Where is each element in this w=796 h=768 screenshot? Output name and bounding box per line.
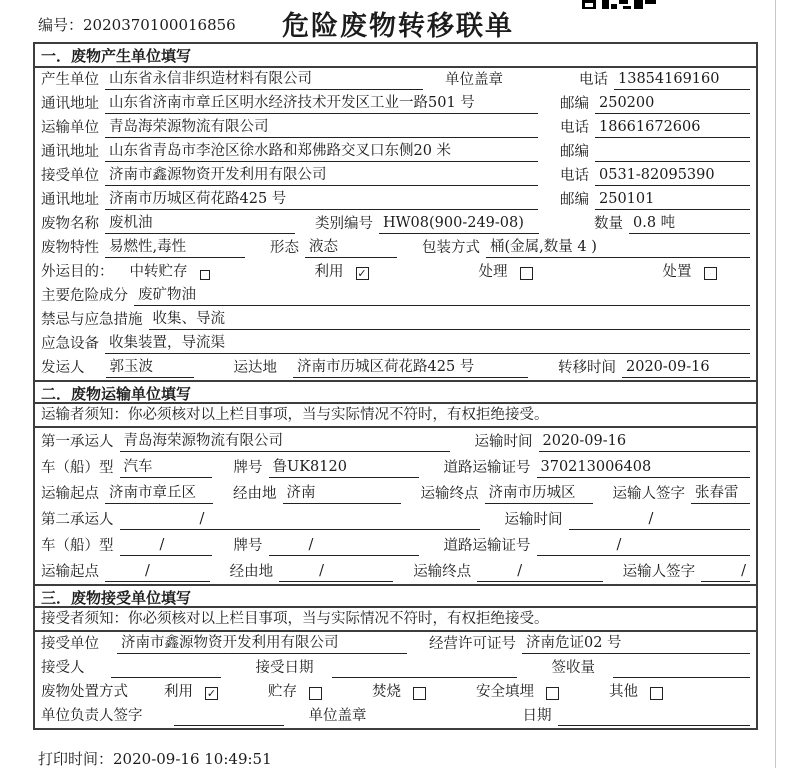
unit-seal-label: 单位盖章	[445, 72, 503, 88]
purpose-transfer-storage-checkbox	[200, 270, 210, 280]
row-producer-address	[35, 92, 756, 116]
row-receiver-address	[35, 188, 756, 212]
qr-code-fragment-icon	[582, 0, 656, 10]
receiver-phone-label: 电话	[560, 168, 589, 184]
plate-number-2-value: /	[269, 536, 419, 556]
waste-property-label: 废物特性	[41, 240, 99, 256]
row-route-1	[35, 480, 756, 506]
packaging-label: 包装方式	[422, 240, 480, 256]
row-disposal-method	[35, 680, 756, 704]
plate-number-2-label: 牌号	[233, 538, 263, 554]
shipper-value: 郭玉波	[106, 358, 194, 378]
disposal-landfill-checkbox	[546, 687, 559, 700]
purpose-transfer-storage-label: 中转贮存	[129, 264, 188, 280]
date-value	[558, 707, 751, 726]
page-title: 危险废物转移联单	[282, 11, 514, 42]
row-hazard-components	[35, 284, 756, 308]
receiver-notice: 接受者须知：你必须核对以上栏目事项，当与实际情况不符时，有权拒绝接受。	[35, 608, 756, 632]
receiver-postcode-label: 邮编	[560, 192, 589, 208]
section-transporter	[35, 380, 756, 584]
transport-time-2-label: 运输时间	[504, 512, 563, 528]
disposal-other-checkbox	[650, 687, 663, 700]
doc-number-label: 编号：	[38, 16, 84, 34]
origin-label: 运输起点	[41, 486, 99, 502]
license-number-value: 济南危证02 号	[522, 634, 750, 654]
road-permit-value: 370213006408	[537, 458, 751, 478]
carrier-signature-2-label: 运输人签字	[622, 564, 696, 580]
transport-phone-value: 18661672606	[595, 118, 750, 138]
second-carrier-value: /	[120, 510, 480, 530]
first-carrier-value: 青岛海荣源物流有限公司	[120, 432, 450, 452]
receiver-unit-value: 济南市鑫源物资开发利用有限公司	[105, 166, 538, 186]
responsible-signature-value	[174, 707, 284, 726]
shipper-label: 发运人	[41, 360, 85, 376]
category-code-label: 类别编号	[315, 216, 373, 232]
row-accept-unit	[35, 632, 756, 656]
vehicle-type-label: 车（船）型	[41, 460, 114, 476]
disposal-incinerate-checkbox	[413, 687, 426, 700]
packaging-value: 桶(金属,数量 4 )	[486, 238, 750, 258]
first-carrier-label: 第一承运人	[41, 434, 114, 450]
disposal-other-label: 其他	[609, 684, 638, 700]
purpose-dispose-checkbox	[704, 267, 717, 280]
section-receiver	[35, 584, 756, 728]
accept-date-label: 接受日期	[255, 660, 314, 676]
disposal-storage-checkbox	[309, 687, 322, 700]
acceptor-value	[111, 659, 221, 678]
road-permit-2-label: 道路运输证号	[443, 538, 531, 554]
row-vehicle-type	[35, 454, 756, 480]
print-time-value: 2020-09-16 10:49:51	[113, 750, 272, 768]
producer-address-value: 山东省济南市章丘区明水经济技术开发区工业一路501 号	[105, 94, 538, 114]
endpoint-label: 运输终点	[420, 486, 479, 502]
producer-unit-value: 山东省永信非织造材料有限公司	[105, 70, 423, 90]
row-transport-unit	[35, 116, 756, 140]
quantity-label: 数量	[594, 216, 623, 232]
license-number-label: 经营许可证号	[429, 636, 516, 652]
producer-unit-label: 产生单位	[41, 72, 99, 88]
transport-address-value: 山东省青岛市李沧区徐水路和郑佛路交叉口东侧20 米	[105, 142, 538, 162]
hazard-components-label: 主要危险成分	[41, 288, 128, 304]
purpose-utilize-label: 利用	[314, 264, 344, 280]
road-permit-2-value: /	[537, 536, 751, 556]
emergency-equipment-label: 应急设备	[41, 336, 99, 352]
plate-number-value: 鲁UK8120	[269, 458, 419, 478]
purpose-treat-checkbox	[520, 267, 533, 280]
destination-label: 运达地	[233, 360, 277, 376]
endpoint-2-value: /	[477, 562, 602, 582]
via-value: 济南	[283, 484, 401, 504]
responsible-signature-label: 单位负责人签字	[41, 708, 143, 724]
row-producer-unit	[35, 68, 756, 92]
row-responsible-signature	[35, 704, 756, 728]
road-permit-label: 道路运输证号	[443, 460, 531, 476]
row-first-carrier	[35, 428, 756, 454]
hazard-components-value: 废矿物油	[134, 286, 750, 306]
carrier-signature-value: 张春雷	[691, 484, 750, 504]
emergency-measures-label: 禁忌与应急措施	[41, 312, 143, 328]
purpose-utilize-checkbox: ✓	[357, 267, 367, 280]
receiver-postcode-value: 250101	[595, 190, 750, 210]
section-producer	[35, 44, 756, 380]
print-time	[38, 748, 272, 768]
second-carrier-label: 第二承运人	[41, 512, 114, 528]
waste-property-value: 易燃性,毒性	[105, 238, 245, 258]
section-producer-heading: 一．废物产生单位填写	[35, 44, 756, 68]
endpoint-value: 济南市历城区	[485, 484, 593, 504]
form-state-label: 形态	[270, 240, 299, 256]
doc-number-value: 2020370100016856	[83, 16, 236, 34]
row-route-2	[35, 558, 756, 584]
purpose-dispose-label: 处置	[662, 264, 692, 280]
transfer-time-value: 2020-09-16	[622, 358, 750, 378]
producer-address-label: 通讯地址	[41, 96, 99, 112]
print-time-label: 打印时间：	[38, 750, 114, 768]
acceptor-label: 接受人	[41, 660, 85, 676]
received-amount-value	[613, 659, 750, 678]
transport-unit-value: 青岛海荣源物流有限公司	[105, 118, 538, 138]
disposal-utilize-label: 利用	[164, 684, 193, 700]
vehicle-type-2-label: 车（船）型	[41, 538, 114, 554]
row-emergency-equipment	[35, 332, 756, 356]
plate-number-label: 牌号	[233, 460, 263, 476]
row-acceptor	[35, 656, 756, 680]
received-amount-label: 签收量	[551, 660, 595, 676]
row-second-carrier	[35, 506, 756, 532]
row-vehicle-type-2	[35, 532, 756, 558]
accept-date-value	[332, 659, 517, 678]
transporter-notice: 运输者须知：你必须核对以上栏目事项，当与实际情况不符时，有权拒绝接受。	[35, 404, 756, 428]
transport-postcode-value	[595, 143, 750, 162]
via-2-value: /	[279, 562, 393, 582]
producer-phone-value: 13854169160	[614, 70, 750, 90]
outbound-purpose-label: 外运目的：	[41, 264, 114, 280]
section-receiver-heading: 三．废物接受单位填写	[35, 584, 756, 608]
endpoint-2-label: 运输终点	[413, 564, 472, 580]
vehicle-type-2-value: /	[120, 536, 212, 556]
via-label: 经由地	[233, 486, 277, 502]
transport-time-value: 2020-09-16	[539, 432, 751, 452]
emergency-equipment-value: 收集装置，导流渠	[105, 334, 750, 354]
unit-seal-2-label: 单位盖章	[308, 708, 367, 724]
receiver-address-label: 通讯地址	[41, 192, 99, 208]
category-code-value: HW08(900-249-08)	[379, 214, 539, 234]
row-shipper	[35, 356, 756, 380]
form-state-value: 液态	[305, 238, 397, 258]
transport-time-2-value: /	[569, 510, 751, 530]
row-emergency-measures	[35, 308, 756, 332]
purpose-treat-label: 处理	[478, 264, 508, 280]
disposal-storage-label: 贮存	[268, 684, 297, 700]
quantity-value: 0.8 吨	[629, 214, 750, 234]
transport-unit-label: 运输单位	[41, 120, 99, 136]
accept-unit-value: 济南市鑫源物资开发利用有限公司	[117, 634, 407, 654]
row-outbound-purpose	[35, 260, 756, 284]
receiver-unit-label: 接受单位	[41, 168, 99, 184]
transport-phone-label: 电话	[560, 120, 589, 136]
disposal-method-label: 废物处置方式	[41, 684, 128, 700]
date-label: 日期	[522, 708, 552, 724]
waste-name-label: 废物名称	[41, 216, 99, 232]
row-waste-name	[35, 212, 756, 236]
row-waste-property	[35, 236, 756, 260]
producer-postcode-label: 邮编	[560, 96, 589, 112]
transfer-time-label: 转移时间	[558, 360, 616, 376]
row-transport-address	[35, 140, 756, 164]
transport-time-label: 运输时间	[474, 434, 533, 450]
disposal-utilize-checkbox: ✓	[206, 687, 217, 700]
accept-unit-label: 接受单位	[41, 636, 99, 652]
via-2-label: 经由地	[229, 564, 274, 580]
emergency-measures-value: 收集、导流	[149, 310, 751, 330]
manifest-form	[33, 42, 758, 730]
waste-name-value: 废机油	[105, 214, 295, 234]
origin-2-label: 运输起点	[41, 564, 99, 580]
receiver-address-value: 济南市历城区荷花路425 号	[105, 190, 538, 210]
disposal-incinerate-label: 焚烧	[372, 684, 401, 700]
producer-phone-label: 电话	[579, 72, 608, 88]
disposal-landfill-label: 安全填埋	[476, 684, 534, 700]
receiver-phone-value: 0531-82095390	[595, 166, 750, 186]
transport-address-label: 通讯地址	[41, 144, 99, 160]
transport-postcode-label: 邮编	[560, 144, 589, 160]
origin-2-value: /	[105, 562, 210, 582]
row-receiver-unit	[35, 164, 756, 188]
section-transporter-heading: 二．废物运输单位填写	[35, 380, 756, 404]
destination-value: 济南市历城区荷花路425 号	[293, 358, 528, 378]
page-right-edge	[775, 0, 776, 768]
producer-postcode-value: 250200	[595, 94, 750, 114]
vehicle-type-value: 汽车	[120, 458, 212, 478]
origin-value: 济南市章丘区	[105, 484, 213, 504]
carrier-signature-2-value: /	[701, 562, 750, 582]
carrier-signature-label: 运输人签字	[612, 486, 685, 502]
